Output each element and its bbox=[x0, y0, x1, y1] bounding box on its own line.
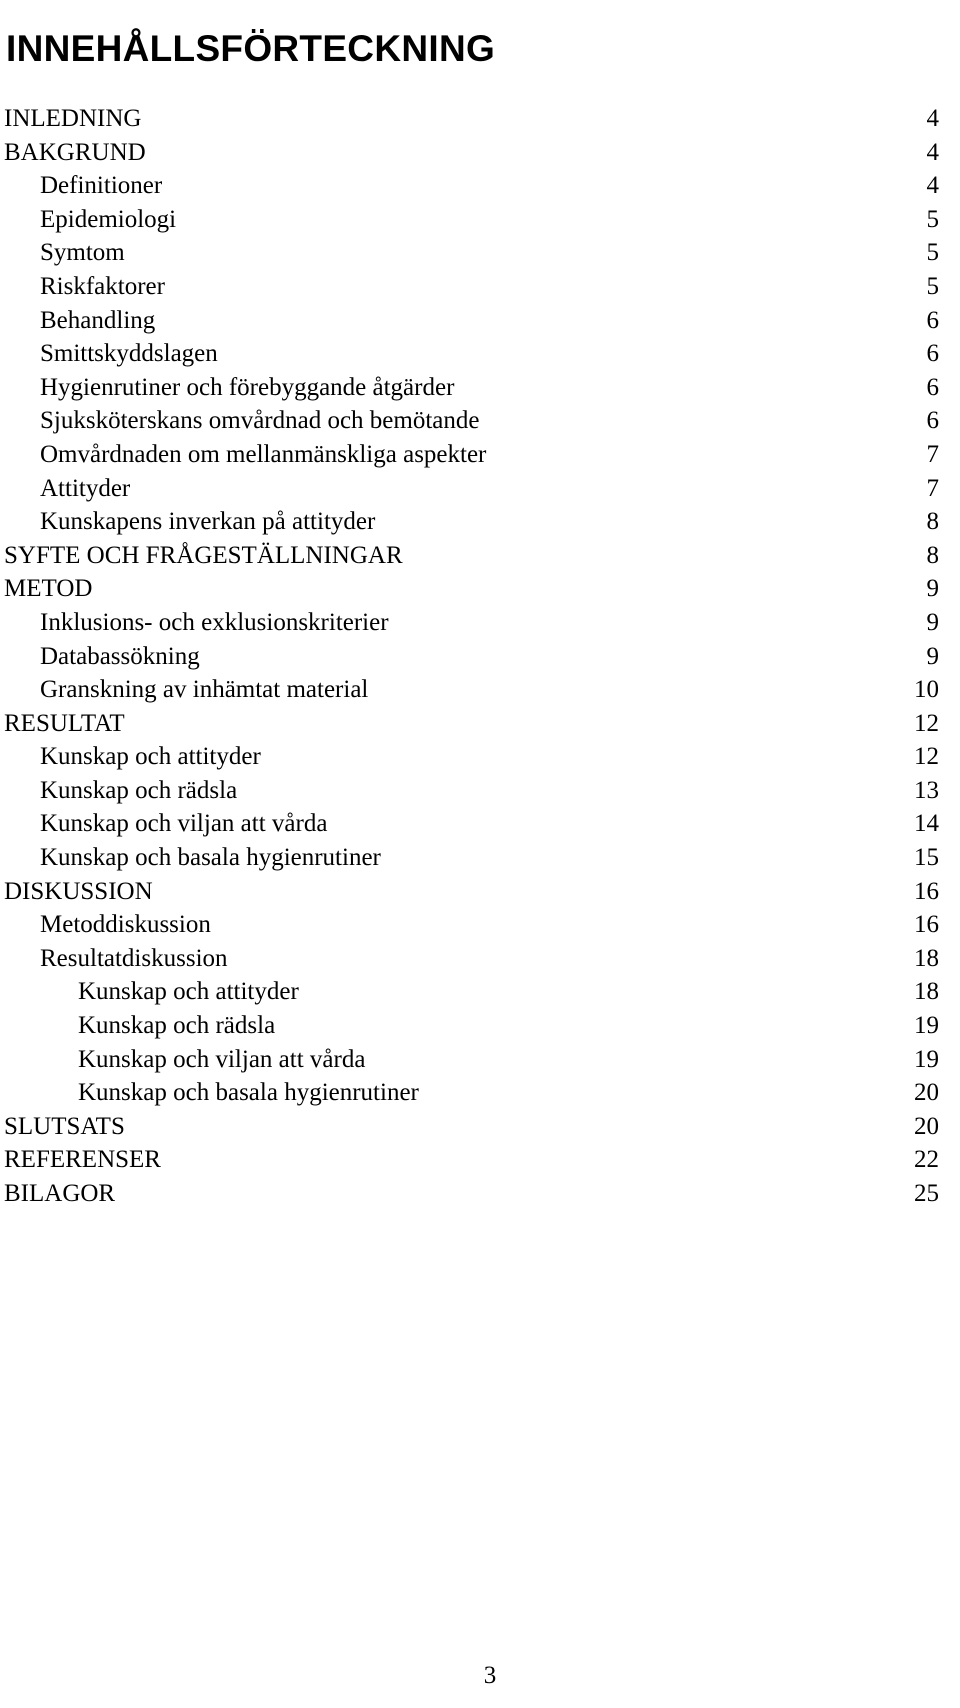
toc-entry bbox=[0, 807, 960, 841]
toc-entry bbox=[0, 707, 960, 741]
toc-entry-page: 25 bbox=[914, 1180, 939, 1207]
page-title: INNEHÅLLSFÖRTECKNING bbox=[6, 27, 496, 69]
toc-entry bbox=[0, 169, 960, 203]
toc-entry bbox=[0, 304, 960, 338]
toc-entry-label: BAKGRUND bbox=[4, 138, 146, 166]
toc-entry-page: 4 bbox=[926, 172, 939, 200]
toc-entry-page: 22 bbox=[914, 1146, 939, 1174]
toc-entry bbox=[0, 438, 960, 472]
toc-entry-label: BILAGOR bbox=[4, 1180, 116, 1207]
toc-entry bbox=[0, 875, 960, 909]
toc-entry-label: Kunskap och rädsla bbox=[78, 1012, 276, 1040]
toc-entry bbox=[0, 1009, 960, 1043]
table-of-contents bbox=[0, 102, 960, 1211]
toc-entry bbox=[0, 1076, 960, 1110]
toc-entry bbox=[0, 942, 960, 976]
toc-entry-page: 6 bbox=[926, 306, 939, 334]
toc-entry-page: 18 bbox=[914, 978, 939, 1006]
toc-entry-page: 20 bbox=[914, 1079, 939, 1107]
toc-entry-label: Behandling bbox=[40, 306, 156, 334]
toc-entry bbox=[0, 505, 960, 539]
toc-entry-page: 8 bbox=[926, 508, 939, 536]
toc-entry-label: DISKUSSION bbox=[4, 877, 153, 905]
toc-entry bbox=[0, 841, 960, 875]
toc-entry bbox=[0, 1177, 960, 1211]
toc-entry-page: 9 bbox=[926, 608, 939, 636]
toc-entry-page: 19 bbox=[914, 1045, 939, 1073]
toc-entry-label: Resultatdiskussion bbox=[40, 944, 228, 972]
toc-entry-page: 6 bbox=[926, 373, 939, 401]
toc-entry-page: 8 bbox=[926, 541, 939, 569]
toc-entry-page: 13 bbox=[914, 776, 939, 804]
toc-entry bbox=[0, 1143, 960, 1177]
toc-entry-page: 19 bbox=[914, 1012, 939, 1040]
toc-entry-page: 4 bbox=[926, 138, 939, 166]
toc-entry-label: Kunskap och basala hygienrutiner bbox=[40, 844, 381, 872]
toc-entry-label: Kunskap och basala hygienrutiner bbox=[78, 1079, 419, 1107]
toc-entry-label: RESULTAT bbox=[4, 709, 125, 737]
toc-entry-label: Databassökning bbox=[40, 642, 200, 670]
toc-entry-page: 5 bbox=[926, 205, 939, 233]
toc-entry bbox=[0, 404, 960, 438]
toc-entry bbox=[0, 975, 960, 1009]
toc-entry bbox=[0, 203, 960, 237]
toc-entry-page: 10 bbox=[914, 676, 939, 704]
toc-entry-label: REFERENSER bbox=[4, 1146, 161, 1174]
toc-entry bbox=[0, 472, 960, 506]
toc-entry bbox=[0, 371, 960, 405]
toc-entry-label: SLUTSATS bbox=[4, 1112, 125, 1140]
toc-entry bbox=[0, 740, 960, 774]
toc-entry-page: 18 bbox=[914, 944, 939, 972]
toc-entry-label: Hygienrutiner och förebyggande åtgärder bbox=[40, 373, 455, 401]
toc-entry-label: Omvårdnaden om mellanmänskliga aspekter bbox=[40, 440, 487, 468]
toc-entry-label: Kunskap och attityder bbox=[40, 743, 261, 771]
toc-entry-page: 5 bbox=[926, 272, 939, 300]
toc-entry-label: METOD bbox=[4, 575, 93, 603]
toc-entry bbox=[0, 270, 960, 304]
toc-entry bbox=[0, 1110, 960, 1144]
toc-entry bbox=[0, 908, 960, 942]
toc-entry-label: Symtom bbox=[40, 239, 125, 267]
toc-entry-page: 9 bbox=[926, 642, 939, 670]
toc-entry-label: Kunskap och viljan att vårda bbox=[40, 810, 328, 838]
toc-entry-label: Metoddiskussion bbox=[40, 911, 211, 939]
toc-entry bbox=[0, 673, 960, 707]
toc-entry-page: 7 bbox=[926, 440, 939, 468]
toc-entry-page: 7 bbox=[926, 474, 939, 502]
toc-entry-label: Kunskap och viljan att vårda bbox=[78, 1045, 366, 1073]
toc-entry bbox=[0, 1043, 960, 1077]
toc-entry-page: 9 bbox=[926, 575, 939, 603]
toc-entry-label: Smittskyddslagen bbox=[40, 340, 218, 368]
toc-entry-page: 12 bbox=[914, 709, 939, 737]
toc-entry bbox=[0, 640, 960, 674]
toc-entry-label: Kunskap och rädsla bbox=[40, 776, 238, 804]
toc-entry bbox=[0, 337, 960, 371]
toc-entry bbox=[0, 236, 960, 270]
toc-entry bbox=[0, 572, 960, 606]
toc-entry-label: INLEDNING bbox=[4, 105, 142, 132]
toc-entry-label: Definitioner bbox=[40, 172, 163, 200]
toc-entry-label: Sjuksköterskans omvårdnad och bemötande bbox=[40, 407, 480, 435]
toc-entry-label: Kunskapens inverkan på attityder bbox=[40, 508, 376, 536]
toc-entry-label: SYFTE OCH FRÅGESTÄLLNINGAR bbox=[4, 541, 403, 569]
toc-entry bbox=[0, 539, 960, 573]
toc-entry-page: 20 bbox=[914, 1112, 939, 1140]
page-number: 3 bbox=[483, 1662, 497, 1689]
toc-entry-label: Attityder bbox=[40, 474, 131, 502]
toc-entry-label: Riskfaktorer bbox=[40, 272, 165, 300]
toc-entry-page: 4 bbox=[926, 105, 939, 132]
toc-entry-page: 16 bbox=[914, 877, 939, 905]
toc-entry-page: 6 bbox=[926, 407, 939, 435]
toc-entry-page: 15 bbox=[914, 844, 939, 872]
toc-entry-label: Inklusions- och exklusionskriterier bbox=[40, 608, 389, 636]
toc-entry bbox=[0, 774, 960, 808]
toc-entry-label: Granskning av inhämtat material bbox=[40, 676, 369, 704]
toc-entry-page: 5 bbox=[926, 239, 939, 267]
toc-entry-label: Kunskap och attityder bbox=[78, 978, 299, 1006]
toc-entry bbox=[0, 606, 960, 640]
toc-entry-page: 16 bbox=[914, 911, 939, 939]
toc-entry bbox=[0, 136, 960, 170]
toc-entry-page: 12 bbox=[914, 743, 939, 771]
toc-entry bbox=[0, 102, 960, 136]
toc-entry-label: Epidemiologi bbox=[40, 205, 177, 233]
toc-entry-page: 14 bbox=[914, 810, 939, 838]
toc-entry-page: 6 bbox=[926, 340, 939, 368]
